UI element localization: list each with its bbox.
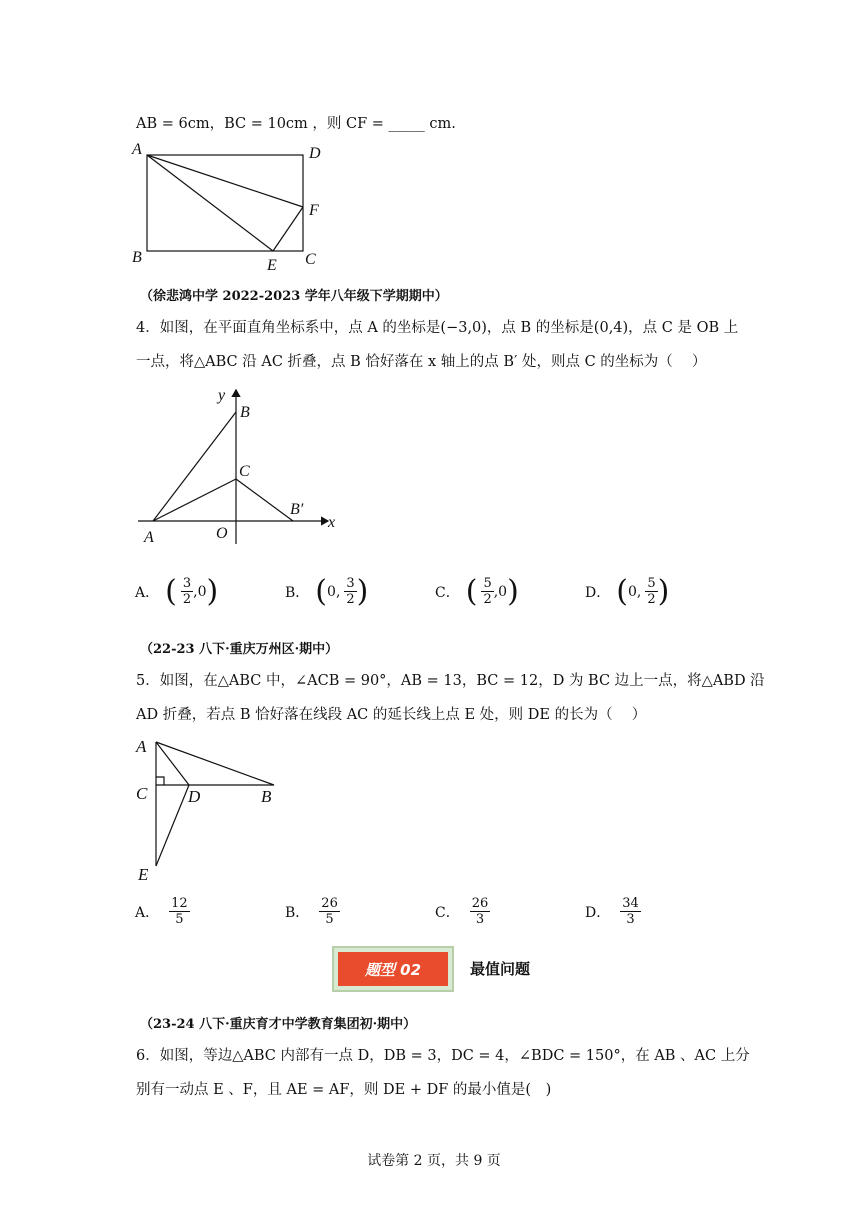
figure-rectangle-fold (120, 140, 340, 275)
fraction: $\frac{3}{2}$ (182, 576, 192, 607)
segment-ae (147, 155, 273, 251)
fraction: $\frac{26}{5}$ (321, 896, 338, 927)
label-b: B (261, 787, 272, 806)
section-title: 最值问题 (470, 960, 531, 978)
label-a: A (136, 737, 147, 756)
label-e: E (267, 257, 277, 274)
segment-af (147, 155, 303, 207)
segment-de (156, 785, 189, 866)
right-angle-mark (156, 777, 164, 785)
q6-line-1: 6．如图，等边△ABC 内部有一点 D，DB = 3，DC = 4，∠BDC = 150°，在 AB 、AC 上分 (136, 1048, 750, 1064)
label-d: D (188, 787, 201, 806)
label-x: x (328, 514, 336, 531)
q4-option-a[interactable]: A． ( $\frac{3}{2}$ , 0 ) (135, 573, 219, 609)
label-c: C (305, 251, 316, 268)
label-e: E (138, 865, 149, 884)
fraction: $\frac{34}{3}$ (622, 896, 639, 927)
label-b-prime: B′ (290, 501, 304, 518)
q6-source: （23-24 八下·重庆育才中学教育集团初·期中） (140, 1017, 417, 1032)
page-footer: 试卷第 2 页，共 9 页 (367, 1153, 501, 1169)
segment-cbp (236, 479, 293, 521)
q5-line-2: AD 折叠，若点 B 恰好落在线段 AC 的延长线上点 E 处，则 DE 的长为（ ） (136, 707, 647, 723)
q5-option-c[interactable]: C． $\frac{26}{3}$ (435, 896, 489, 927)
segment-ac (153, 479, 236, 521)
label-a: A (132, 141, 142, 158)
q6-line-2: 别有一动点 E 、F，且 AE = AF，则 DE + DF 的最小值是( ) (136, 1082, 552, 1098)
q3-blank: _____ (388, 116, 425, 132)
q5-line-1: 5．如图，在△ABC 中，∠ACB = 90°，AB = 13，BC = 12，D 为 BC 边上一点，将△ABD 沿 (136, 673, 765, 689)
q4-line-1: 4．如图，在平面直角坐标系中，点 A 的坐标是(−3,0)，点 B 的坐标是(0,4)，点 C 是 OB 上 (136, 320, 739, 336)
q5-option-b[interactable]: B． $\frac{26}{5}$ (285, 896, 338, 927)
fraction: $\frac{3}{2}$ (346, 576, 355, 607)
label-y: y (218, 387, 226, 404)
label-d: D (309, 145, 321, 162)
fraction: $\frac{5}{2}$ (483, 576, 492, 607)
label-c: C (239, 463, 250, 480)
fraction: $\frac{5}{2}$ (647, 576, 656, 607)
figure-coordinate-fold (128, 382, 358, 552)
section-badge-label: 题型 02 (338, 952, 448, 986)
q3-suffix: cm. (429, 116, 456, 132)
q4-source: （徐悲鸿中学 2022-2023 学年八年级下学期期中） (140, 289, 448, 304)
q4-line-2: 一点，将△ABC 沿 AC 折叠，点 B 恰好落在 x 轴上的点 B′ 处，则点 C 的坐标为（ ） (136, 354, 707, 370)
q5-option-a[interactable]: A． $\frac{12}{5}$ (135, 896, 188, 927)
q3-prefix: AB = 6cm，BC = 10cm ，则 CF = (136, 116, 384, 132)
fraction: $\frac{26}{3}$ (471, 896, 489, 927)
q4-option-d[interactable]: D． ( 0 , $\frac{5}{2}$ ) (585, 573, 670, 609)
q4-option-c[interactable]: C． ( $\frac{5}{2}$ , 0 ) (435, 573, 519, 609)
label-b: B (132, 249, 142, 266)
q4-option-b[interactable]: B． ( 0 , $\frac{3}{2}$ ) (285, 573, 369, 609)
label-c: C (136, 784, 148, 803)
fraction: $\frac{12}{5}$ (171, 896, 188, 927)
label-a: A (144, 529, 154, 546)
q3-answer-line (136, 114, 456, 134)
figure-triangle-fold (128, 732, 288, 887)
rectangle-abcd (147, 155, 303, 251)
segment-ab (156, 742, 274, 785)
label-o: O (216, 525, 228, 542)
q5-source: （22-23 八下·重庆万州区·期中） (140, 642, 339, 657)
label-b: B (240, 404, 250, 421)
segment-ab (153, 412, 236, 521)
section-badge (332, 946, 454, 992)
label-f: F (309, 202, 319, 219)
segment-ef (273, 207, 303, 251)
q5-option-d[interactable]: D． $\frac{34}{3}$ (585, 896, 639, 927)
